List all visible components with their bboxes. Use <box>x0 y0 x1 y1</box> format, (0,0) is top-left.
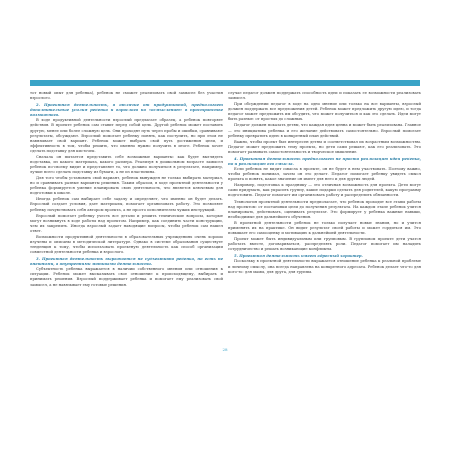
paragraph: Технология проектной деятельности предполагает, что ребенок проходит все этапы работы над проектом: от постановки цели до получения результата. На каждом этапе ребенок учится планировать, действовать, оценивать результат. Это формирует у ребенка важные навыки, необходимые для дальнейшего обучения. <box>228 199 421 219</box>
paragraph: Если ребенок не видит смысла в проекте, он не будет в нем участвовать. Поэтому важно, чтобы ребенок понимал, зачем он это делает. Педагог помогает ребенку увидеть смысл проекта и понять, какое значение он имеет для него и для других людей. <box>228 167 421 182</box>
paragraph: Сначала он пытается представить себе возможные варианты: как будет выглядеть подставка, из какого материала, какого размера. Реализуя в дошкольном возрасте замысел ребенок по-своему видит и представляет то, что должно получиться в результате, например, лучше всего сделать подставку из бумаги, а не из пластилина. <box>30 154 223 174</box>
paragraph: Педагог должен показать детям, что каждая идея ценна и может быть реализована. Главное — это инициатива ребенка и его желание действовать самостоятельно. Взрослый помогает ребенку превратить идею в конкретный план действий. <box>228 123 421 138</box>
section-heading: 4. Проектная деятельность предполагает не просто реализацию идеи ребенка, но и реализацию его смысла. <box>228 155 421 166</box>
section-heading: 3. Проектная деятельность выражается не субъективно ребенка, но есть не внешними, а внутренними мотивами деятельности. <box>30 256 223 267</box>
paragraph: В проектной деятельности ребенок не только получает новые знания, но и учится применять их на практике. Он видит результат своей работы и может гордиться им. Это повышает его самооценку и мотивацию к дальнейшей деятельности. <box>228 220 421 235</box>
page-number: 28 <box>222 347 228 352</box>
paragraph: Иногда ребенок сам выбирает себе задачу и определяет, что именно он будет делать. Взрослый создает условия, дает материалы, помогает организовать работу. Это позволяет ребенку почувствовать себя автором проекта, а не просто исполнителем чужих инструкций. <box>30 197 223 212</box>
header-accent-bar <box>30 80 420 86</box>
right-text-column <box>228 91 421 276</box>
paragraph: Поскольку в проектной деятельности выражается отношение ребенка к реальной проблеме и личному смыслу, она всегда направлена на конкретного адресата. Ребенок делает что-то для кого-то: для мамы, для друга, для группы. <box>228 259 421 274</box>
paragraph: Возможности продуктивной деятельности в образовательных учреждениях очень хорошо изучены и описаны в методической литературе. Однако в системе образования существует тенденция к тому, чтобы использовать проектную деятельность как способ организации совместной деятельности ребенка и взрослого. <box>30 234 223 255</box>
paragraph: Субъектность ребенка выражается в наличии собственного мнения или отношения к ситуации. Ребенок может высказывать свое отношение к происходящему, выбирать и принимать решения. Взрослый поддерживает ребенка и помогает ему реализовать свой замысел, а не навязывает ему готовые решения. <box>30 267 223 287</box>
paragraph: Проект может быть индивидуальным или групповым. В групповом проекте дети учатся работать вместе, договариваться, распределять роли. Педагог помогает им наладить сотрудничество и решать возникающие конфликты. <box>228 237 421 252</box>
paragraph: тот новый опыт для ребенка), ребенок не сможет реализовать свой замысел без участия взрослого. <box>30 91 223 101</box>
section-heading: 5. Проектная деятельность имеет адресный характер. <box>234 253 363 259</box>
section-heading: 2. Проектная деятельность, в отличие от продуктивной, предполагает дополнительные усилия ребенка и взрослого по «осмыслению» в пространстве возможного. <box>30 102 223 118</box>
left-text-column <box>30 91 223 289</box>
paragraph: Важно, чтобы проект был интересен детям и соответствовал их возрастным возможностям. Педагог может предложить тему проекта, но дети сами решают, как его реализовать. Это помогает развивать самостоятельность и творческое мышление. <box>228 139 421 154</box>
paragraph: Взрослый помогает ребенку учесть все детали и решить технические вопросы, которые могут возникнуть в ходе работы над проектом. Например, как соединить части конструкции, чем их закрепить. Иногда взрослый задает наводящие вопросы, чтобы ребенок сам нашел ответ. <box>30 213 223 233</box>
paragraph: Для того чтобы установить свой вариант, ребенок вынужден не только выбирать материал, но и сравнивать разные варианты решения. Таким образом, в ходе проектной деятельности у ребенка формируется умение планировать свою деятельность, что является ключевым для подготовки к школе. <box>30 176 223 196</box>
paragraph: В ходе продуктивной деятельности взрослый предлагает образец, а ребенок повторяет действия. В проекте ребенок сам ставит перед собой цель. Другой ребенок может поставить другую, менее или более сложную цель. Они проходят путь через пробы и ошибки, сравнивают результаты, обсуждают. Взрослый помогает ребенку понять, как поступить, но при этом не навязывает свой вариант. Ребенок может выбрать свой путь достижения цели, и эффективность в том, чтобы решить, что именно нужно получить в итоге. Ребенок хочет сделать подставку для кисточек. <box>30 118 223 153</box>
paragraph: случае педагог должен поддержать способность идеи и показать ее возможности реализовать замысел. <box>228 91 421 101</box>
paragraph: При обсуждении педагог в ходе на одно мнение или только на все варианты, взрослый должен поддержать все предложения детей. Ребенок может предложить другую идею, и тогда педагог может предложить им обсудить, что может получиться и как это сделать. Идеи могут быть разные: от простых до сложных. <box>228 102 421 122</box>
paragraph: Например, подготовка к празднику — это отличная возможность для проекта. Дети могут сами придумать, как украсить группу, какие подарки сделать для родителей, какую программу подготовить. Педагог помогает им организовать работу и распределить обязанности. <box>228 183 421 198</box>
